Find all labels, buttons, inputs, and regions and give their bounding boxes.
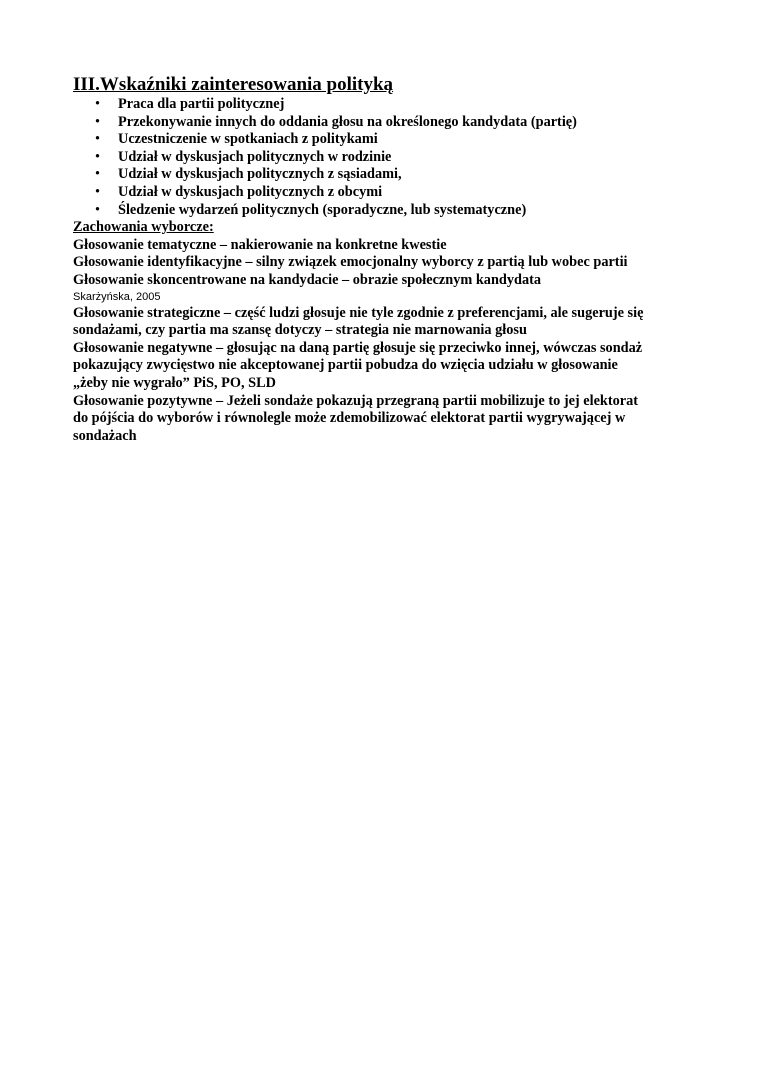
paragraph-line: pokazujący zwycięstwo nie akceptowanej partii pobudza do wzięcia udziału w głosowanie — [73, 357, 618, 374]
bullet-icon: • — [95, 201, 101, 218]
paragraph-line: Głosowanie pozytywne – Jeżeli sondaże pokazują przegraną partii mobilizuje to jej elektorat — [73, 392, 639, 409]
list-item-text: Śledzenie wydarzeń politycznych (sporadyczne, lub systematyczne) — [118, 201, 527, 218]
list-item-text: Praca dla partii politycznej — [118, 96, 285, 112]
list-item — [73, 184, 713, 202]
list-item — [73, 114, 713, 132]
voting-behaviour-heading: Zachowania wyborcze: — [73, 219, 214, 236]
list-item — [73, 131, 713, 149]
bullet-icon: • — [95, 96, 101, 112]
list-item — [73, 202, 713, 220]
voting-type-identification: Głosowanie identyfikacyjne – silny związek emocjonalny wyborcy z partią lub wobec partii — [73, 254, 628, 271]
bullet-icon: • — [95, 131, 101, 148]
voting-type-candidate: Głosowanie skoncentrowane na kandydacie – obrazie społecznym kandydata — [73, 271, 541, 288]
negative-voting-paragraph — [73, 340, 713, 393]
list-item-text: Udział w dyskusjach politycznych z obcymi — [118, 183, 383, 200]
citation: Skarżyńska, 2005 — [73, 290, 161, 303]
section-heading: III.Wskaźniki zainteresowania polityką — [73, 74, 394, 95]
bullet-icon: • — [95, 148, 101, 165]
list-item — [73, 166, 713, 184]
paragraph-line: „żeby nie wygrało” PiS, PO, SLD — [73, 374, 276, 391]
list-item — [73, 96, 713, 114]
paragraph-line: do pójścia do wyborów i równolegle może zdemobilizować elektorat partii wygrywającej w — [73, 410, 626, 427]
bullet-icon: • — [95, 183, 101, 200]
paragraph-line: Głosowanie strategiczne – część ludzi głosuje nie tyle zgodnie z preferencjami, ale sugeruje się — [73, 304, 644, 321]
strategic-voting-paragraph — [73, 305, 713, 340]
document-page — [73, 74, 713, 445]
paragraph-line: Głosowanie negatywne – głosując na daną partię głosuje się przeciwko innej, wówczas sondaż — [73, 339, 643, 356]
list-item-text: Uczestniczenie w spotkaniach z politykami — [118, 131, 378, 148]
list-item-text: Udział w dyskusjach politycznych w rodzinie — [118, 148, 392, 165]
bullet-icon: • — [95, 113, 101, 130]
interest-indicators-list — [73, 96, 713, 219]
positive-voting-paragraph — [73, 393, 713, 446]
list-item-text: Przekonywanie innych do oddania głosu na określonego kandydata (partię) — [118, 113, 577, 130]
list-item-text: Udział w dyskusjach politycznych z sąsiadami, — [118, 166, 402, 183]
paragraph-line: sondażami, czy partia ma szansę dotyczy – strategia nie marnowania głosu — [73, 322, 527, 339]
bullet-icon: • — [95, 166, 101, 183]
list-item — [73, 149, 713, 167]
paragraph-line: sondażach — [73, 427, 137, 444]
voting-type-thematic: Głosowanie tematyczne – nakierowanie na konkretne kwestie — [73, 236, 447, 253]
